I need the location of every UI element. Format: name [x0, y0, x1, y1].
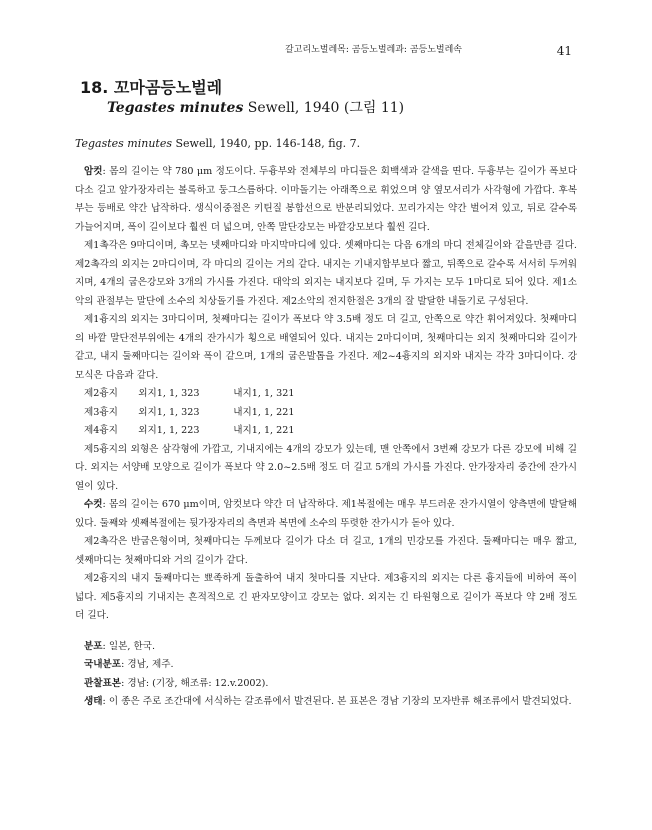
distribution-label: 분포 [84, 640, 103, 652]
species-number: 18. [80, 78, 109, 97]
species-title [80, 78, 580, 118]
formula-endopod: 내지1, 1, 321 [233, 388, 295, 399]
specimens-examined [75, 675, 577, 694]
setal-formula-row [75, 422, 577, 441]
page-number: 41 [556, 44, 572, 58]
specimen-value: : 경남: (기장, 해조류: 12.v.2002). [121, 677, 269, 689]
male-text-1: : 몸의 길이는 670 μm이며, 암컷보다 약간 더 납작하다. 제1복절에는 매우 부드러운 잔가시열이 양측면에 발달해 있다. 둘째와 셋째복절에는 뒷가장자리의 측면과 복면에 소수의 뚜렷한 잔가시가 돋아 있다. [75, 499, 577, 529]
section-spacer [75, 626, 577, 638]
specimen-label: 관찰표본 [84, 677, 122, 689]
scientific-name: Tegastes minutes [107, 100, 244, 116]
setal-formula-row [75, 385, 577, 404]
male-paragraph-3: 제2흉지의 내지 둘째마디는 뾰족하게 돌출하여 내지 첫마디를 지난다. 제3흉지의 외지는 다른 흉지들에 비하여 폭이 넓다. 제5흉지의 기내지는 흔적적으로 긴 판자모양이고 강모는 없다. 외지는 긴 타원형으로 길이가 폭보다 약 2배 정도 더 길다. [75, 573, 577, 621]
domestic-label: 국내분포 [84, 659, 122, 670]
male-paragraph-1 [75, 496, 577, 533]
author-year: Sewell, 1940 (그림 11) [243, 100, 405, 116]
formula-exopod: 외지1, 1, 323 [138, 406, 200, 418]
title-scientific-line [80, 98, 580, 118]
setal-formula-row [75, 404, 577, 423]
ecology [75, 693, 577, 712]
female-paragraph-4: 제5흉지의 외형은 삼각형에 가깝고, 기내지에는 4개의 강모가 있는데, 맨 안쪽에서 3번째 강모가 다른 강모에 비해 길다. 외지는 서양배 모양으로 길이가 폭보다 약 2.0~2.5배 정도 더 길고 5개의 가시를 가진다. 안가장자리 중간에 잔가시열이 있다. [75, 443, 577, 492]
formula-leg: 제2흉지 [84, 388, 118, 399]
male-paragraph-2: 제2촉각은 반굽은형이며, 첫째마디는 두께보다 길이가 다소 더 길고, 1개의 민강모를 가진다. 둘째마디는 매우 짧고, 셋째마디는 첫째마디와 거의 길이가 같다. [75, 536, 577, 566]
domestic-distribution [75, 656, 577, 675]
female-paragraph-2: 제1촉각은 9마디이며, 촉모는 넷째마디와 마지막마디에 있다. 셋째마디는 다음 6개의 마디 전체길이와 같을만큼 길다. 제2촉각의 외지는 2마디이며, 각 마디의 길이는 거의 같다. 내지는 기내지합부보다 짧고, 뒤쪽으로 갈수록 서서히 두꺼워지며, 4개의 굽은강모와 3개의 가시를 가진다. 대악의 외지는 내지보다 길며, 두 가지는 모두 1마디로 되어 있다. 제1소악의 관절부는 말단에 소수의 치상돌기를 가진다. 제2소악의 전지한절은 3개의 잘 발달한 내돌기로 구성된다. [75, 240, 577, 307]
formula-leg: 제4흉지 [84, 425, 118, 436]
ecology-label: 생태 [84, 696, 103, 707]
ecology-value: : 이 종은 주로 조간대에 서식하는 갈조류에서 발견된다. 본 표본은 경남 기장의 모자반류 해조류에서 발견되었다. [102, 696, 572, 707]
domestic-value: : 경남, 제주. [121, 659, 174, 670]
korean-name: 꼬마곰등노벌레 [113, 78, 223, 97]
formula-leg: 제3흉지 [84, 406, 118, 418]
male-label: 수컷 [84, 499, 103, 510]
citation [75, 137, 360, 150]
citation-text: Sewell, 1940, pp. 146-148, fig. 7. [172, 137, 361, 150]
female-paragraph-1 [75, 163, 577, 237]
formula-exopod: 외지1, 1, 323 [138, 388, 200, 399]
description-body [75, 163, 577, 712]
female-text-1: : 몸의 길이는 약 780 μm 정도이다. 두흉부와 전체부의 마디들은 회백색과 갈색을 띤다. 두흉부는 길이가 폭보다 다소 길고 앞가장자리는 볼록하고 둥그스름하다. 이마돌기는 아래쪽으로 휘었으며 양 옆모서리가 사각형에 가깝다. 후복부는 등배로 약간 납작하다. 생식이중절은 키틴질 봉합선으로 반분리되었다. 꼬리가지는 약간 벌어져 있고, 뒤로 갈수록 가늘어지며, 폭이 길이보다 훨씬 더 넓으며, 안쪽 말단강모는 바깥강모보다 훨씬 길다. [75, 166, 577, 233]
formula-endopod: 내지1, 1, 221 [233, 425, 295, 436]
female-paragraph-3: 제1흉지의 외지는 3마디이며, 첫째마디는 길이가 폭보다 약 3.5배 정도 더 길고, 안쪽으로 약간 휘어져있다. 첫째마디의 바깥 말단전부위에는 4개의 잔가시가 횡으로 배열되어 있다. 내지는 2마디이며, 첫째마디는 외지 첫째마디와 길이가 같고, 내지 둘째마디는 길이와 폭이 같으며, 1개의 굽은발톱을 가진다. 제2~4흉지의 외지와 내지는 각각 3마디이다. 강모식은 다음과 같다. [75, 314, 577, 381]
formula-exopod: 외지1, 1, 223 [138, 425, 200, 436]
distribution-value: : 일본, 한국. [102, 640, 156, 652]
female-label: 암컷 [84, 166, 103, 177]
running-header: 갈고리노벌레목: 곰등노벌레과: 곰등노벌레속 [285, 45, 462, 55]
formula-endopod: 내지1, 1, 221 [233, 406, 295, 418]
distribution [75, 638, 577, 657]
citation-scientific-name: Tegastes minutes [75, 137, 173, 150]
title-korean-line [80, 78, 580, 98]
